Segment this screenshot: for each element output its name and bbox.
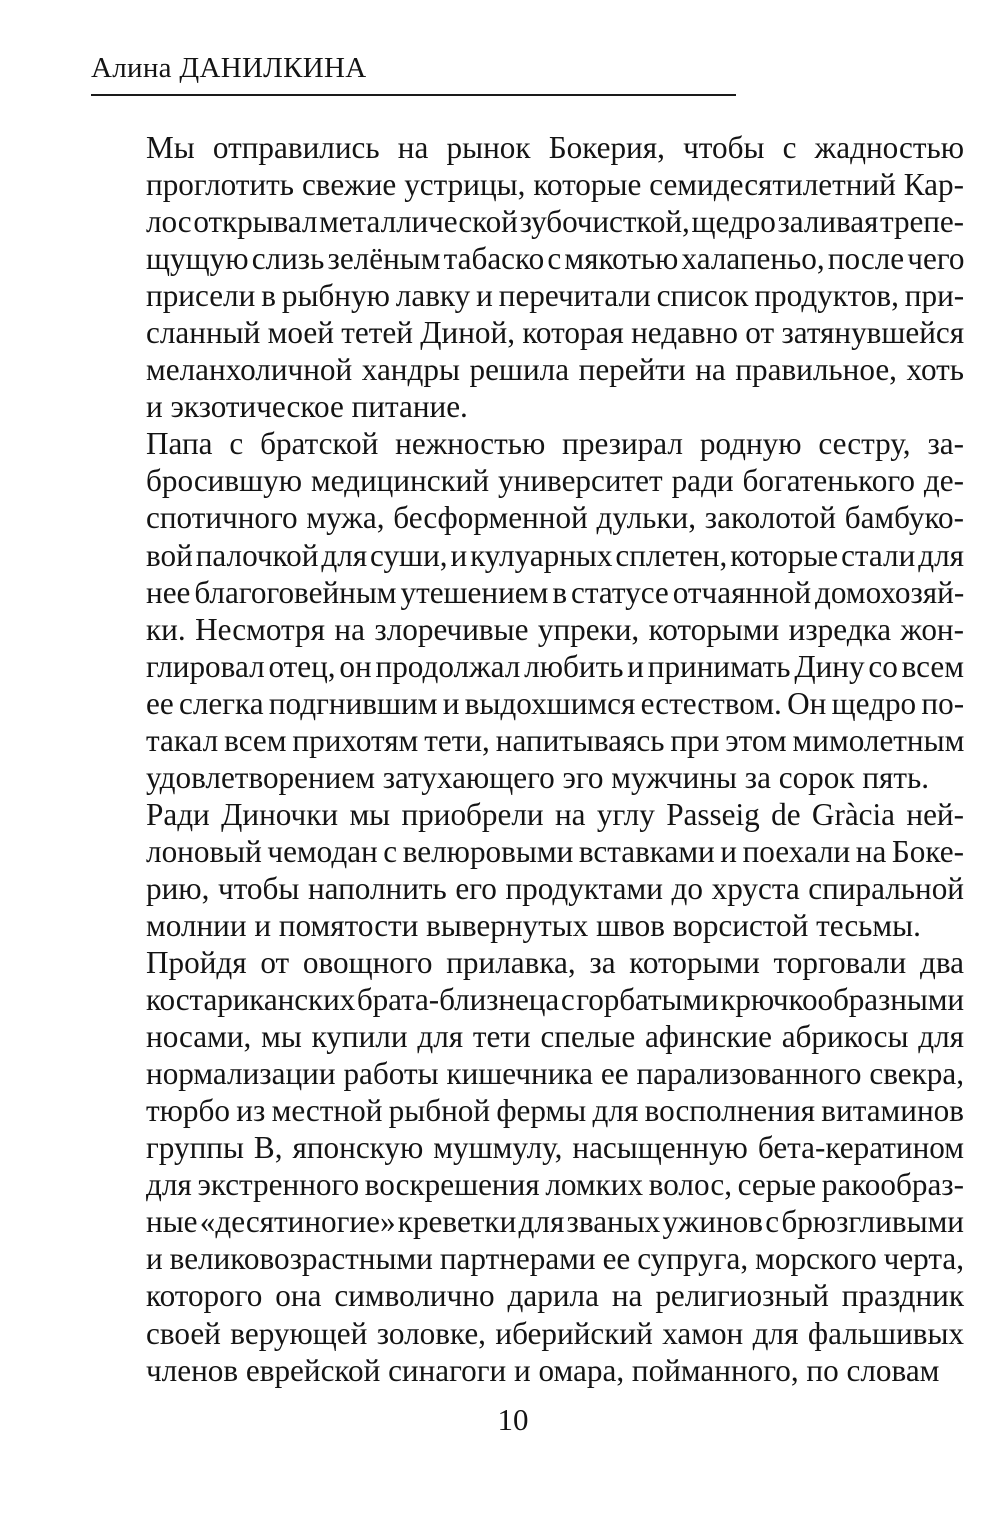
text-line: такал всем прихотям тети, напитываясь при этом мимолетным — [146, 722, 965, 758]
text-line: молнии и помятости вывернутых швов ворсистой тесьмы. — [146, 907, 921, 943]
text-line: лоновый чемодан с велюровыми вставками и поехали на Боке- — [146, 833, 964, 869]
text-line: Пройдя от овощного прилавка, за которыми торговали два — [146, 945, 964, 981]
text-line: нее благоговейным утешением в статусе отчаянной домохозяй- — [146, 574, 965, 610]
text-line: спотичного мужа, бесформенной дульки, заколотой бамбуко- — [146, 500, 964, 536]
body-text — [91, 129, 964, 1389]
text-line: рию, чтобы наполнить его продуктами до хруста спиральной — [146, 870, 964, 906]
paragraph — [91, 944, 964, 1389]
text-line: для экстренного воскрешения ломких волос, серые ракообраз- — [146, 1167, 964, 1203]
text-line: носами, мы купили для тети спелые афинские абрикосы для — [146, 1019, 964, 1055]
text-line: ее слегка подгнившим и выдохшимся естеством. Он щедро по- — [146, 685, 965, 721]
text-line: Ради Диночки мы приобрели на углу Passeig de Gràcia ней- — [146, 796, 964, 832]
text-line: ные «десятиногие» креветки для званых ужинов с брюзгливыми — [146, 1204, 964, 1240]
paragraph — [91, 796, 964, 944]
running-header-author: Алина ДАНИЛКИНА — [91, 52, 367, 84]
text-line: которого она символично дарила на религиозный праздник — [146, 1278, 964, 1314]
text-line: группы В, японскую мушмулу, насыщенную бета-кератином — [146, 1130, 964, 1166]
text-line: сланный моей тетей Диной, которая недавно от затянувшейся — [146, 315, 965, 351]
text-line: щущую слизь зелёным табаско с мякотью халапеньо, после чего — [146, 241, 965, 277]
text-line: тюрбо из местной рыбной фермы для восполнения витаминов — [146, 1093, 964, 1129]
text-line: своей верующей золовке, иберийский хамон для фальшивых — [146, 1315, 964, 1351]
text-line: костариканских брата-близнеца с горбатыми крючкообразными — [146, 982, 965, 1018]
text-line: Мы отправились на рынок Бокерия, чтобы с жадностью — [146, 130, 964, 165]
page-number: 10 — [497, 1402, 529, 1437]
text-line: и великовозрастными партнерами ее супруга, морского черта, — [146, 1241, 964, 1277]
header-rule — [91, 94, 736, 96]
text-line: и экзотическое питание. — [146, 389, 468, 425]
text-line: вой палочкой для суши, и кулуарных сплетен, которые стали для — [146, 537, 964, 573]
text-line: ки. Несмотря на злоречивые упреки, которыми изредка жон- — [146, 611, 964, 647]
text-line: Папа с братской нежностью презирал родную сестру, за- — [146, 426, 964, 462]
text-line: бросившую медицинский университет ради богатенького де- — [146, 463, 964, 499]
text-line: проглотить свежие устрицы, которые семидесятилетний Кар- — [146, 167, 964, 203]
text-line: нормализации работы кишечника ее парализованного свекра, — [146, 1056, 964, 1092]
text-line: глировал отец, он продолжал любить и принимать Дину со всем — [146, 648, 964, 684]
paragraph — [91, 129, 964, 425]
text-line: меланхоличной хандры решила перейти на правильное, хоть — [146, 352, 964, 388]
text-line: лос открывал металлической зубочисткой, щедро заливая трепе- — [146, 204, 964, 240]
text-line: присели в рыбную лавку и перечитали список продуктов, при- — [146, 278, 965, 314]
text-line: членов еврейской синагоги и омара, пойманного, по словам — [146, 1352, 940, 1388]
text-line: удовлетворением затухающего эго мужчины за сорок пять. — [146, 759, 930, 795]
paragraph — [91, 425, 964, 795]
